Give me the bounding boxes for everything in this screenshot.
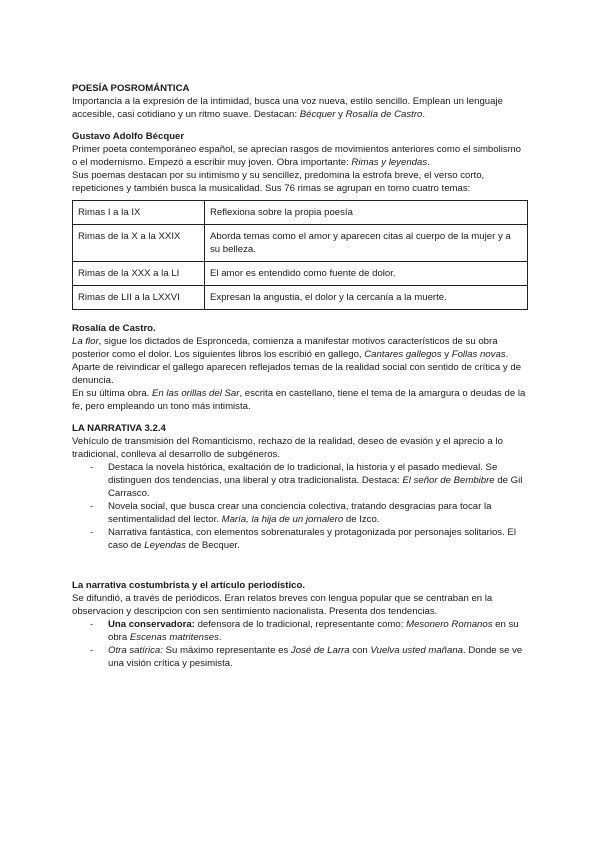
author-name: Bécquer — [299, 109, 336, 120]
text: Primer poeta contemporáneo español, se aprecian rasgos de movimientos anteriores como el simbolismo o el modernismo. Empezó a escribir muy joven. Obra importante: — [72, 144, 521, 168]
section-title: POESÍA POSROMÁNTICA — [72, 83, 190, 94]
section-rosalia — [72, 322, 528, 413]
table-cell-theme: El amor es entendido como fuente de dolor. — [205, 262, 528, 286]
list-item — [72, 526, 528, 552]
section-title: La narrativa costumbrista y el artículo periodístico. — [72, 580, 305, 591]
list-item — [72, 500, 528, 526]
paragraph — [72, 335, 528, 387]
text: de Gil Carrasco. — [108, 475, 523, 499]
table-cell-theme: Aborda temas como el amor y aparecen citas al cuerpo de la mujer y a su belleza. — [205, 225, 528, 262]
text: en su obra — [108, 619, 519, 643]
table-cell-theme: Reflexiona sobre la propia poesía — [205, 201, 528, 225]
list-item — [72, 644, 528, 670]
section-title: LA NARRATIVA 3.2.4 — [72, 423, 166, 434]
paragraph: Vehículo de transmisión del Romanticismo, rechazo de la realidad, deseo de evasión y el aprecio a lo tradicional, conlleva al desarrollo de subgéneros. — [72, 436, 503, 460]
table-cell-range: Rimas de LII a la LXXVI — [73, 286, 205, 310]
paragraph — [72, 95, 528, 121]
work-title: María, la hija de un jornalero — [221, 514, 344, 525]
list-item — [72, 618, 528, 644]
work-title: Cantares gallegos — [364, 349, 442, 360]
work-title: Rimas y leyendas — [351, 157, 428, 168]
work-title: Follas novas — [451, 349, 506, 360]
text: y — [335, 109, 346, 120]
work-title: Leyendas — [144, 540, 186, 551]
table-row — [73, 262, 528, 286]
text: . Aparte de reivindicar el gallego aparecen reflejados temas de la realidad social con sentido de crítica y de denuncia. — [72, 349, 522, 386]
work-title: Vuelva usted mañana — [370, 645, 464, 656]
bullet-list — [72, 618, 528, 670]
author-name: Rosalía de Castro — [345, 109, 423, 120]
text: con — [349, 645, 371, 656]
text: de Izco. — [343, 514, 380, 525]
text: En su última obra. — [72, 388, 152, 399]
text: Narrativa fantástica, con elementos sobrenaturales y protagonizada por personajes solitarios. El caso de — [108, 527, 516, 551]
text: . Donde se ve una visión crítica y pesimista. — [108, 645, 523, 669]
bullet-list — [72, 461, 528, 552]
rimas-table — [72, 200, 528, 310]
text: Destaca la novela histórica, exaltación de lo tradicional, la historia y el pasado medieval. Se distinguen dos tendencias, una liberal y otra tradicionalista. Destaca: — [108, 462, 498, 486]
text: de Becquer. — [185, 540, 240, 551]
paragraph: Sus poemas destacan por su intimismo y su sencillez, predomina la estrofa breve, el verso corto, repeticiones y también busca la musicalidad. Sus 76 rimas se agrupan en torno cuatro temas: — [72, 170, 485, 194]
author-name: José de Larra — [290, 645, 350, 656]
text: . — [218, 632, 222, 643]
table-row — [73, 225, 528, 262]
text: . — [427, 157, 430, 168]
table-cell-theme: Expresan la angustia, el dolor y la cercanía a la muerte. — [205, 286, 528, 310]
table-cell-range: Rimas I a la IX — [73, 201, 205, 225]
tendency-label: Una conservadora: — [108, 619, 195, 630]
paragraph — [72, 387, 528, 413]
section-title: Gustavo Adolfo Bécquer — [72, 131, 185, 142]
table-cell-range: Rimas de la X a la XXIX — [73, 225, 205, 262]
text: y — [441, 349, 452, 360]
text: Novela social, que busca crear una conciencia colectiva, tratando desgracias para tocar la sentimentalidad del lector. — [108, 501, 492, 525]
text: . — [422, 109, 426, 120]
text: Su máximo representante es — [162, 645, 291, 656]
table-row — [73, 286, 528, 310]
document-content — [72, 82, 528, 670]
text: , escrita en castellano, tiene el tema de la amargura o deudas de la fe, pero empleando un tono más intimista. — [72, 388, 526, 412]
work-title: El señor de Bembibre — [402, 475, 495, 486]
tendency-label: Otra satírica: — [108, 645, 163, 656]
list-item — [72, 461, 528, 500]
work-title: La flor — [72, 336, 99, 347]
text: Importancia a la expresión de la intimidad, busca una voz nueva, estilo sencillo. Emplean un lenguaje accesible, casi cotidiano y un ritmo suave. Destacan: — [72, 96, 503, 120]
author-name: Mesonero Romanos — [406, 619, 493, 630]
table-row — [73, 201, 528, 225]
work-title: Escenas matritenses — [129, 632, 219, 643]
section-narrativa — [72, 422, 528, 552]
section-costumbrista — [72, 579, 528, 670]
section-becquer — [72, 130, 528, 310]
section-poesia-posromantica — [72, 82, 528, 121]
table-cell-range: Rimas de la XXX a la LI — [73, 262, 205, 286]
paragraph — [72, 143, 528, 169]
text: , sigue los dictados de Espronceda, comienza a manifestar motivos característicos de su obra posterior como el dolor. Los siguientes libros los escribió en gallego, — [72, 336, 498, 360]
text: defensora de lo tradicional, representante como: — [194, 619, 407, 630]
paragraph: Se difundió, a través de periódicos. Eran relatos breves con lengua popular que se centraban en la observacion y descripcion con sen sentimiento nacionalista. Presenta dos tendencias. — [72, 593, 493, 617]
work-title: En las orillas del Sar — [152, 388, 240, 399]
section-title: Rosalía de Castro. — [72, 323, 156, 334]
